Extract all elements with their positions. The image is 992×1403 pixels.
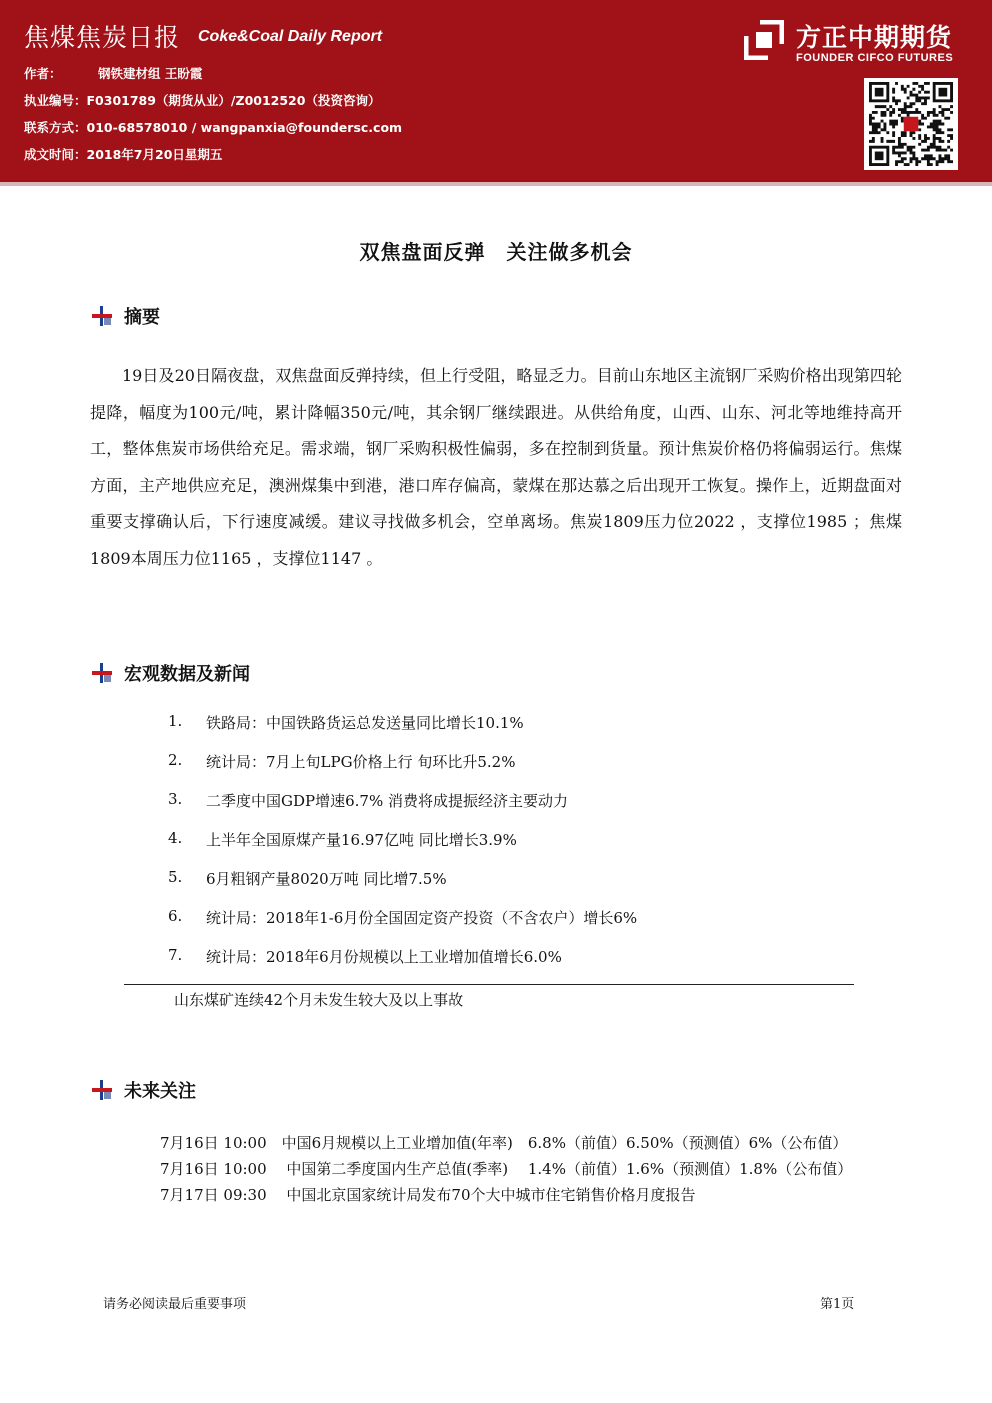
license-value: F0301789（期货从业）/Z0012520（投资咨询） <box>86 93 381 108</box>
list-item-text: 铁路局：中国铁路货运总发送量同比增长10.1% <box>206 714 524 732</box>
license-row <box>24 91 380 109</box>
header-band <box>0 0 992 182</box>
author-value: 钢铁建材组 王盼霞 <box>98 66 203 81</box>
report-title-en: Coke&Coal Daily Report <box>198 28 383 45</box>
list-item-number: 1. <box>168 712 183 730</box>
list-item-text: 6月粗钢产量8020万吨 同比增7.5% <box>206 870 447 888</box>
list-item <box>168 829 637 868</box>
founder-logo <box>744 18 984 70</box>
list-item-number: 2. <box>168 751 183 769</box>
section-bullet-icon <box>92 663 112 683</box>
section-bullet-icon <box>92 306 112 326</box>
qr-code <box>864 78 958 170</box>
logo-text-cn: 方正中期期货 <box>796 23 953 52</box>
list-item <box>168 946 637 985</box>
section-news-label: 宏观数据及新闻 <box>124 664 250 685</box>
founder-logo-icon <box>744 20 784 60</box>
list-item <box>168 751 637 790</box>
author-label: 作者： <box>24 66 62 81</box>
license-label: 执业编号： <box>24 93 87 108</box>
header-divider <box>0 182 992 186</box>
list-item <box>168 907 637 946</box>
list-item-number: 7. <box>168 946 183 964</box>
future-event-item: 7月17日 09:30 中国北京国家统计局发布70个大中城市住宅销售价格月度报告 <box>160 1186 696 1204</box>
logo-text-en: FOUNDER CIFCO FUTURES <box>796 52 954 64</box>
date-row <box>24 145 222 163</box>
list-item <box>168 868 637 907</box>
section-future-label: 未来关注 <box>124 1081 196 1102</box>
contact-label: 联系方式： <box>24 120 87 135</box>
list-item-number: 4. <box>168 829 183 847</box>
list-item-text: 上半年全国原煤产量16.97亿吨 同比增长3.9% <box>206 831 517 849</box>
future-event-item: 7月16日 10:00 中国第二季度国内生产总值(季率) 1.4%（前值）1.6%（预测值）1.8%（公布值） <box>160 1160 853 1178</box>
report-title-cn: 焦煤焦炭日报 <box>24 23 181 52</box>
section-bullet-icon <box>92 1080 112 1100</box>
future-event-item: 7月16日 10:00 中国6月规模以上工业增加值(年率) 6.8%（前值）6.50%（预测值）6%（公布值） <box>160 1134 848 1152</box>
list-item-text: 统计局：2018年6月份规模以上工业增加值增长6.0% <box>206 948 562 966</box>
news-extra-item: 山东煤矿连续42个月未发生较大及以上事故 <box>174 991 464 1009</box>
future-events <box>90 1130 902 1208</box>
qr-code-icon <box>868 82 954 166</box>
list-item <box>168 712 637 751</box>
list-item-text: 统计局：2018年1-6月份全国固定资产投资（不含农户）增长6% <box>206 909 638 927</box>
footer-notice: 请务必阅读最后重要事项 <box>103 1297 247 1312</box>
contact-value[interactable]: 010-68578010 / wangpanxia@foundersc.com <box>86 120 403 135</box>
list-item-number: 6. <box>168 907 183 925</box>
document-title: 双焦盘面反弹 关注做多机会 <box>359 240 633 264</box>
date-label: 成文时间： <box>24 147 87 162</box>
list-item-number: 3. <box>168 790 183 808</box>
list-item-number: 5. <box>168 868 183 886</box>
contact-row <box>24 118 402 136</box>
news-divider <box>124 984 854 985</box>
news-list <box>168 712 637 985</box>
list-item-text: 统计局：7月上旬LPG价格上行 旬环比升5.2% <box>206 753 516 771</box>
date-value: 2018年7月20日星期五 <box>86 147 223 162</box>
author-row <box>24 64 202 82</box>
summary-paragraph: 19日及20日隔夜盘，双焦盘面反弹持续，但上行受阻，略显乏力。目前山东地区主流钢厂采购价格出现第四轮提降，幅度为100元/吨，累计降幅350元/吨，其余钢厂继续跟进。从供给角度，山西、山东、河北等地维持高开工，整体焦炭市场供给充足。需求端，钢厂采购积极性偏弱，多在控制到货量。预计焦炭价格仍将偏弱运行。焦煤方面，主产地供应充足，澳洲煤集中到港，港口库存偏高，蒙煤在那达慕之后出现开工恢复。操作上，近期盘面对重要支撑确认后，下行速度减缓。建议寻找做多机会，空单离场。焦炭1809压力位2022 ，支撑位1985 ；焦煤1809本周压力位1165 ，支撑位1147 。 <box>90 366 902 568</box>
page-number: 第1页 <box>820 1297 855 1312</box>
list-item-text: 二季度中国GDP增速6.7% 消费将成提振经济主要动力 <box>206 792 568 810</box>
list-item <box>168 790 637 829</box>
section-summary-label: 摘要 <box>124 307 160 328</box>
